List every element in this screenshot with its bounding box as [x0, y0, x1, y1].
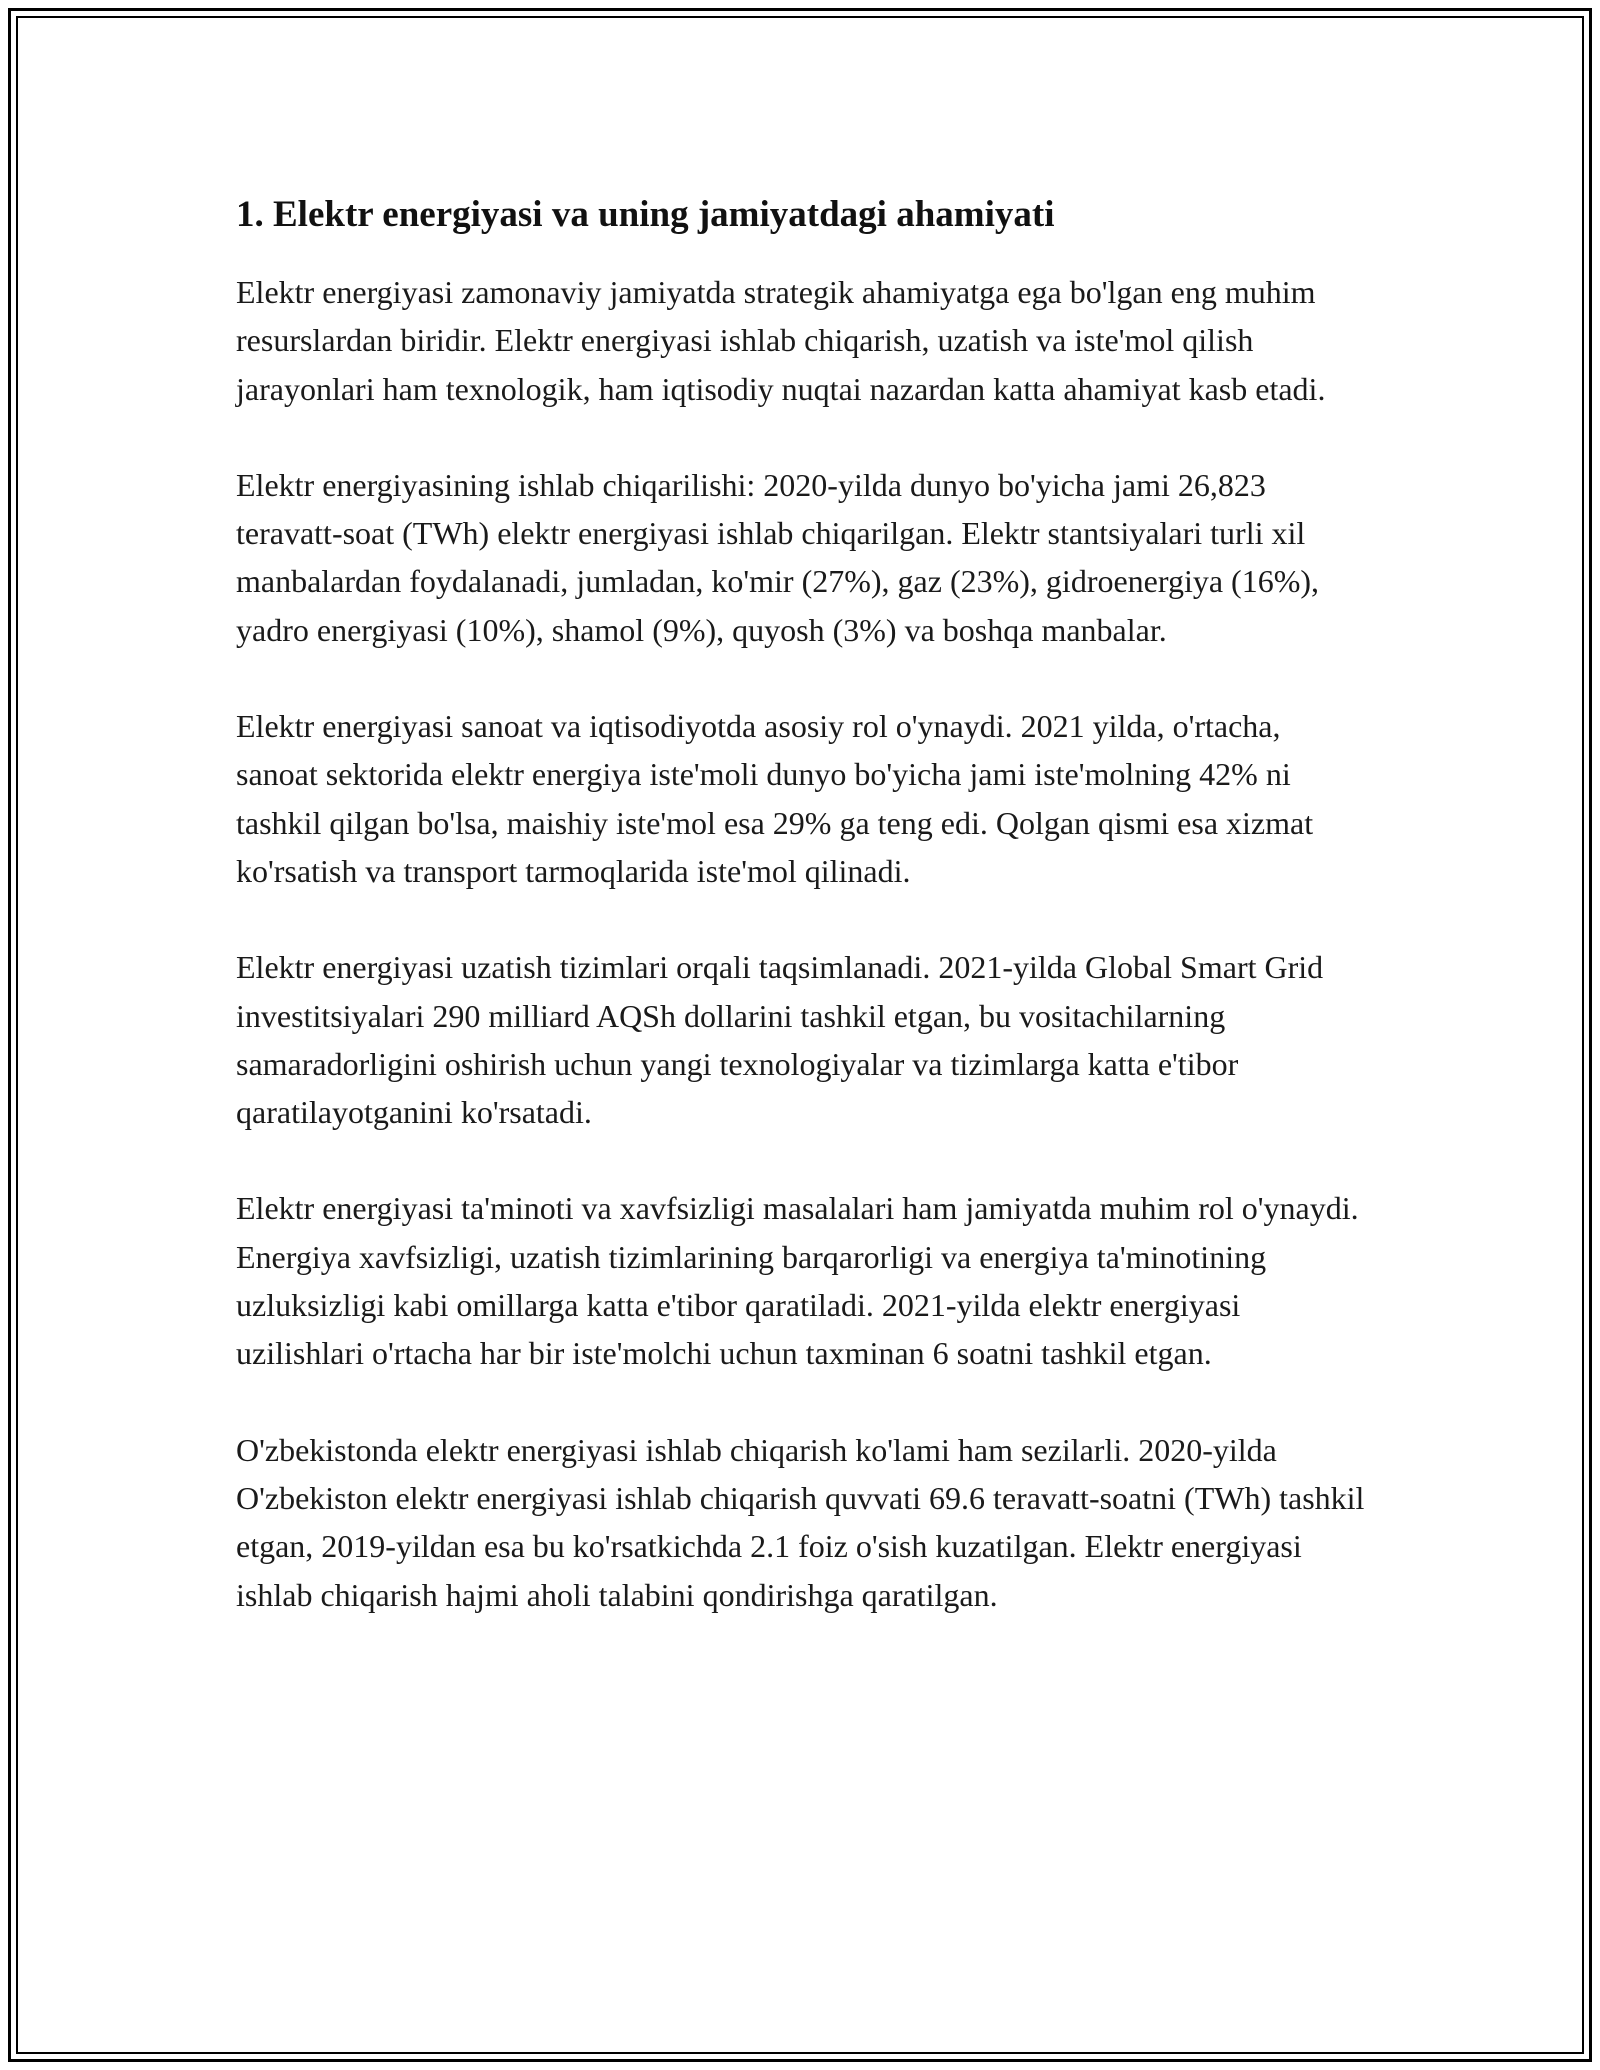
paragraph-production: Elektr energiyasining ishlab chiqarilishi: 2020-yilda dunyo bo'yicha jami 26,823 teravatt-soat (TWh) elektr energiyasi ishlab chiqarilgan. Elektr stantsiyalari turli xil manbalardan foydalanadi, jumladan, ko'mir (27%), gaz (23%), gidroenergiya (16%), yadro energiyasi (10%), shamol (9%), quyosh (3%) va boshqa manbalar.: [236, 466, 1320, 648]
section-heading: 1. Elektr energiyasi va uning jamiyatdagi ahamiyati: [236, 194, 1055, 235]
paragraph-industry: Elektr energiyasi sanoat va iqtisodiyotda asosiy rol o'ynaydi. 2021 yilda, o'rtacha, sanoat sektorida elektr energiya iste'moli dunyo bo'yicha jami iste'molning 42% ni tashkil qilgan bo'lsa, maishiy iste'mol esa 29% ga teng edi. Qolgan qismi esa xizmat ko'rsatish va transport tarmoqlarida iste'mol qilinadi.: [236, 708, 1314, 889]
paragraph-intro: Elektr energiyasi zamonaviy jamiyatda strategik ahamiyatga ega bo'lgan eng muhim resurslardan biridir. Elektr energiyasi ishlab chiqarish, uzatish va iste'mol qilish jarayonlari ham texnologik, ham iqtisodiy nuqtai nazardan katta ahamiyat kasb etadi.: [236, 274, 1326, 407]
paragraph-security: Elektr energiyasi ta'minoti va xavfsizligi masalalari ham jamiyatda muhim rol o'ynaydi. Energiya xavfsizligi, uzatish tizimlarining barqarorligi va energiya ta'minotining uzluksizligi kabi omillarga katta e'tibor qaratiladi. 2021-yilda elektr energiyasi uzilishlari o'rtacha har bir iste'molchi uchun taxminan 6 soatni tashkil etgan.: [236, 1190, 1359, 1372]
paragraph-uzbekistan: O'zbekistonda elektr energiyasi ishlab chiqarish ko'lami ham sezilarli. 2020-yilda O'zbekiston elektr energiyasi ishlab chiqarish quvvati 69.6 teravatt-soatni (TWh) tashkil etgan, 2019-yildan esa bu ko'rsatkichda 2.1 foiz o'sish kuzatilgan. Elektr energiyasi ishlab chiqarish hajmi aholi talabini qondirishga qaratilgan.: [236, 1431, 1365, 1613]
document-body: [236, 188, 1366, 1619]
paragraph-transmission: Elektr energiyasi uzatish tizimlari orqali taqsimlanadi. 2021-yilda Global Smart Grid investitsiyalari 290 milliard AQSh dollarini tashkil etgan, bu vositachilarning samaradorligini oshirish uchun yangi texnologiyalar va tizimlarga katta e'tibor qaratilayotganini ko'rsatadi.: [236, 949, 1324, 1131]
